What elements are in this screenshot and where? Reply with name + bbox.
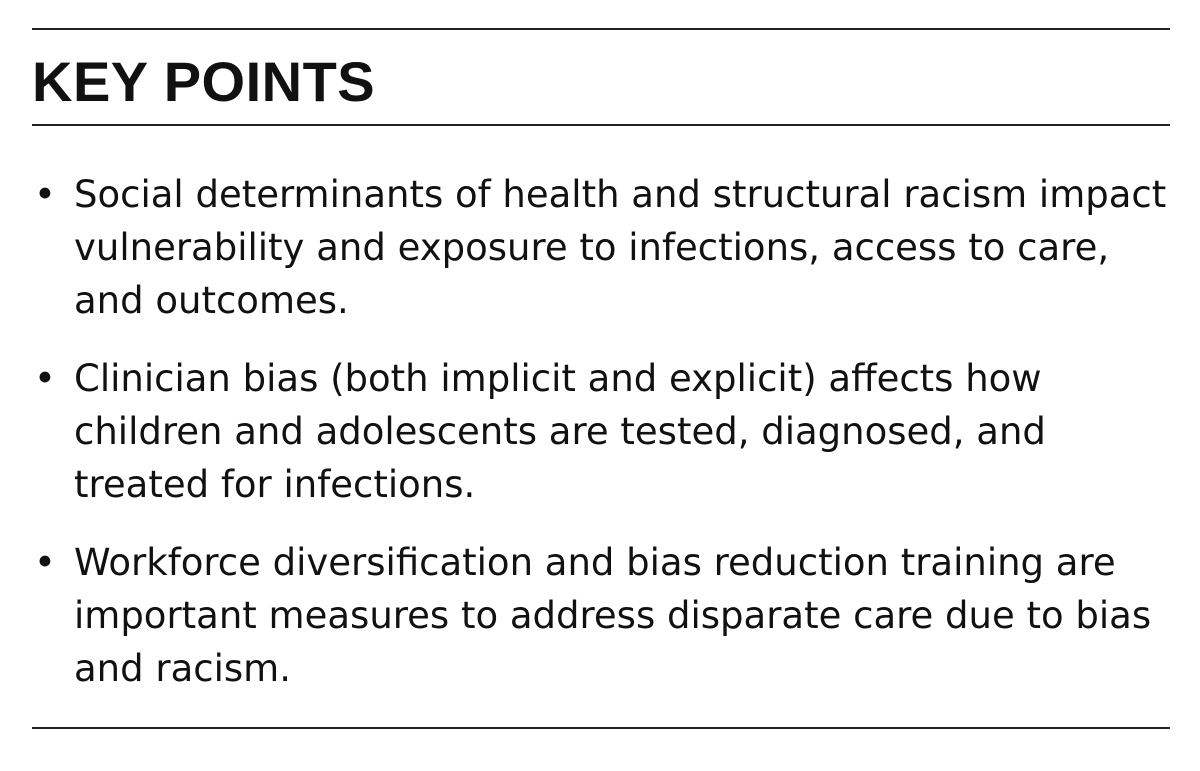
- key-points-box: [32, 28, 1170, 720]
- key-points-list: [32, 168, 1170, 695]
- key-points-title: KEY POINTS: [32, 50, 376, 113]
- bullet-icon: •: [34, 173, 56, 216]
- bullet-icon: •: [34, 357, 56, 400]
- key-point-item: [32, 352, 1170, 511]
- key-point-item: [32, 168, 1170, 327]
- key-point-item: [32, 536, 1170, 695]
- bottom-rule: [32, 727, 1170, 729]
- title-rule: [32, 124, 1170, 126]
- key-point-text: Social determinants of health and structural racism impact vulnerability and exposure to infections, access to care, and outcomes.: [74, 173, 1167, 322]
- bullet-icon: •: [34, 541, 56, 584]
- top-rule: [32, 28, 1170, 30]
- key-point-text: Clinician bias (both implicit and explicit) affects how children and adolescents are tested, diagnosed, and treated for infections.: [74, 357, 1046, 506]
- key-point-text: Workforce diversification and bias reduction training are important measures to address disparate care due to bias and racism.: [74, 541, 1152, 690]
